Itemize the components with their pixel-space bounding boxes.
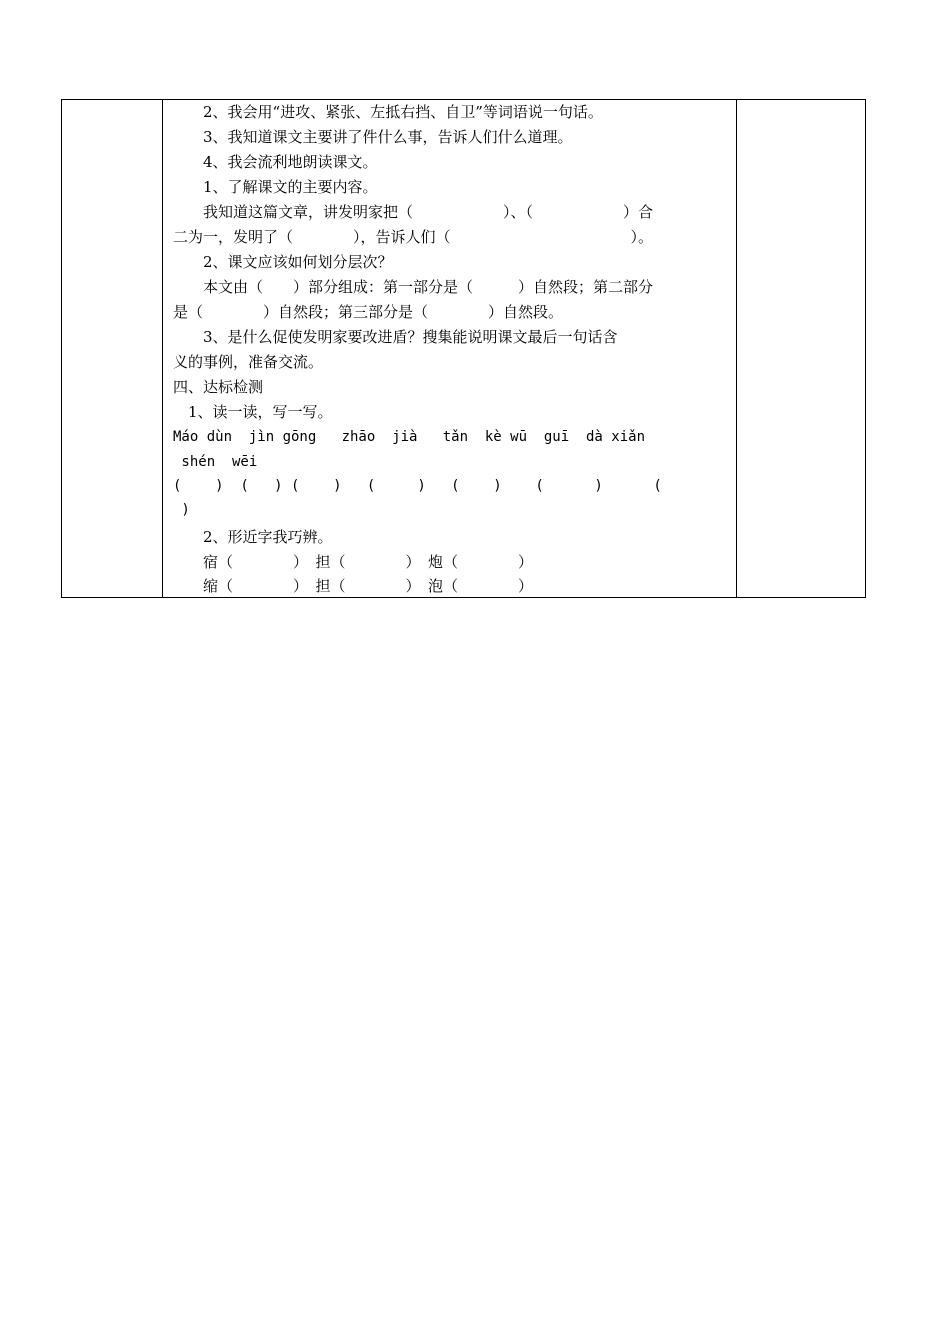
table-content-column <box>163 100 738 597</box>
answer-blanks: ) <box>173 502 190 518</box>
text-line: 3、是什么促使发明家要改进盾？搜集能说明课文最后一句话含 <box>173 328 618 346</box>
similar-chars-row: 缩（ ） 担（ ） 泡（ ） <box>173 577 534 595</box>
section-heading: 四、达标检测 <box>173 378 264 396</box>
text-line: 2、我会用“进攻、紧张、左抵右挡、自卫”等词语说一句话。 <box>173 103 603 121</box>
text-line: 4、我会流利地朗读课文。 <box>173 153 378 171</box>
text-line: 2、形近字我巧辨。 <box>173 528 333 546</box>
text-line: 我知道这篇文章，讲发明家把（ ）、（ ）合 <box>173 203 654 221</box>
similar-chars-row: 宿（ ） 担（ ） 炮（ ） <box>173 553 534 571</box>
text-line: 3、我知道课文主要讲了件什么事，告诉人们什么道理。 <box>173 128 573 146</box>
table-right-column <box>736 100 865 597</box>
text-line: 本文由（ ）部分组成：第一部分是（ ）自然段；第二部分 <box>173 278 654 296</box>
text-line: 1、读一读，写一写。 <box>173 403 333 421</box>
table-left-column <box>62 100 163 597</box>
lesson-table <box>61 99 866 598</box>
pinyin-line: Máo dùn jìn gōng zhāo jià tǎn kè wū guī dà xiǎn <box>173 429 646 445</box>
text-line: 是（ ）自然段；第三部分是（ ）自然段。 <box>173 303 564 321</box>
pinyin-line: shén wēi <box>173 454 258 470</box>
answer-blanks: ( ) ( ) ( ) ( ) ( ) ( ) ( <box>173 478 662 494</box>
text-line: 二为一，发明了（ ），告诉人们（ ）。 <box>173 228 654 246</box>
text-line: 2、课文应该如何划分层次？ <box>173 253 393 271</box>
text-line: 义的事例，准备交流。 <box>173 353 324 371</box>
text-line: 1、了解课文的主要内容。 <box>173 178 378 196</box>
